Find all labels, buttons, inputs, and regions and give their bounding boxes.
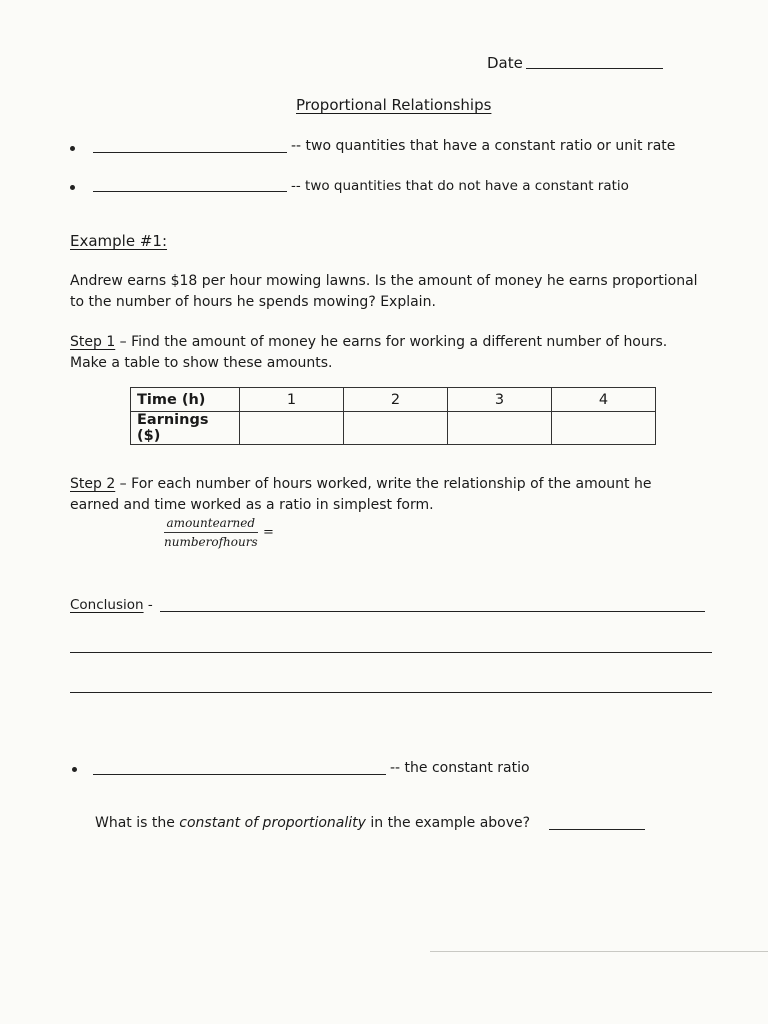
- table-cell-earnings-1[interactable]: [240, 412, 344, 445]
- conclusion-label: Conclusion: [70, 597, 144, 613]
- conclusion-row: [70, 597, 153, 613]
- definition-2-blank[interactable]: [93, 191, 287, 192]
- fraction-numerator: amountearned: [166, 516, 256, 530]
- page-title: Proportional Relationships: [296, 96, 492, 114]
- bullet-icon: [70, 185, 75, 190]
- conclusion-blank-2[interactable]: [70, 652, 712, 653]
- conclusion-dash: -: [143, 597, 153, 613]
- question-emphasis: constant of proportionality: [179, 815, 366, 831]
- step-1-label: Step 1: [70, 334, 116, 350]
- scan-artifact-line: [430, 951, 768, 952]
- fraction-equals: =: [263, 525, 274, 540]
- constant-answer-blank[interactable]: [549, 829, 645, 830]
- step-2-instruction: – For each number of hours worked, write the relationship of the amount he: [115, 476, 652, 492]
- step-2-label: Step 2: [70, 476, 116, 492]
- bullet-icon: [70, 146, 75, 151]
- constant-question: [95, 815, 530, 831]
- constant-term-blank[interactable]: [93, 774, 386, 775]
- ratio-fraction: [164, 516, 258, 549]
- table-row-header-earnings: Earnings ($): [131, 412, 240, 445]
- example-heading: Example #1:: [70, 232, 168, 250]
- table-cell-earnings-4[interactable]: [552, 412, 656, 445]
- constant-text: -- the constant ratio: [390, 760, 530, 776]
- date-label: Date: [487, 54, 523, 72]
- step-1-line-2: Make a table to show these amounts.: [70, 355, 333, 371]
- step-2-line-2: earned and time worked as a ratio in simplest form.: [70, 497, 434, 513]
- bullet-icon: [72, 767, 77, 772]
- fraction-bar: [164, 532, 258, 533]
- step-2-line-1: [70, 476, 651, 492]
- table-cell-hour-1: 1: [240, 388, 344, 412]
- problem-line-2: to the number of hours he spends mowing? Explain.: [70, 294, 436, 310]
- date-blank[interactable]: [526, 68, 663, 69]
- fraction-denominator: numberofhours: [164, 535, 258, 549]
- table-row: [131, 388, 656, 412]
- conclusion-blank-1[interactable]: [160, 611, 705, 612]
- table-cell-hour-2: 2: [344, 388, 448, 412]
- table-row: [131, 412, 656, 445]
- problem-line-1: Andrew earns $18 per hour mowing lawns. Is the amount of money he earns proportional: [70, 273, 698, 289]
- table-cell-hour-3: 3: [448, 388, 552, 412]
- hours-earnings-table: [130, 387, 656, 445]
- question-before: What is the: [95, 815, 180, 831]
- conclusion-blank-3[interactable]: [70, 692, 712, 693]
- definition-1-blank[interactable]: [93, 152, 287, 153]
- step-1-line-1: [70, 334, 667, 350]
- definition-2-text: -- two quantities that do not have a constant ratio: [291, 178, 629, 194]
- table-cell-hour-4: 4: [552, 388, 656, 412]
- table-cell-earnings-3[interactable]: [448, 412, 552, 445]
- step-1-instruction: – Find the amount of money he earns for working a different number of hours.: [115, 334, 668, 350]
- question-after: in the example above?: [365, 815, 531, 831]
- definition-1-text: -- two quantities that have a constant ratio or unit rate: [291, 138, 676, 154]
- table-cell-earnings-2[interactable]: [344, 412, 448, 445]
- table-row-header-time: Time (h): [131, 388, 240, 412]
